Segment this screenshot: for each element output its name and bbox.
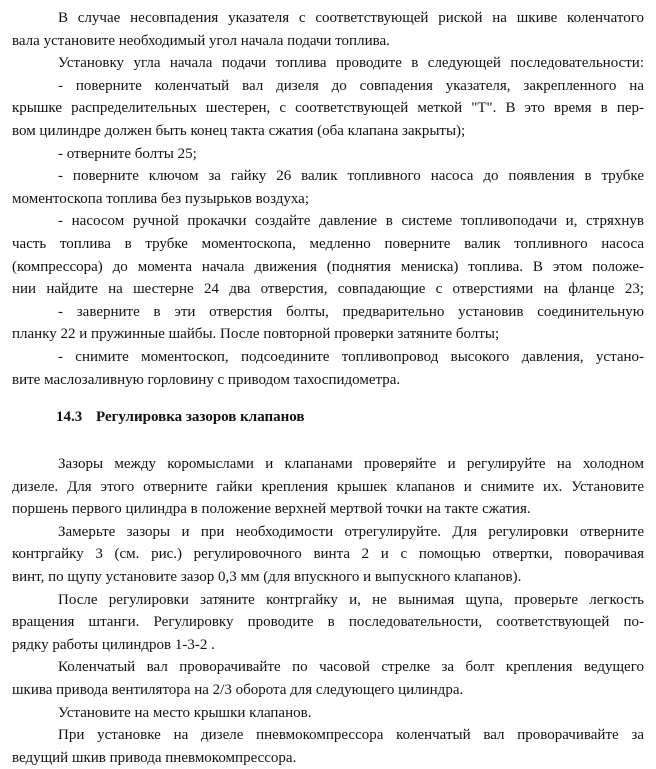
paragraph-line: винт, по щупу установите зазор 0,3 мм (для впускного и выпускного клапанов). bbox=[12, 568, 522, 585]
list-item-line: вом цилиндре должен быть конец такта сжатия (оба клапана закрыты); bbox=[12, 122, 466, 139]
list-item-line: - отверните болты 25; bbox=[58, 145, 197, 162]
paragraph-line: После регулировки затяните контргайку и, не вынимая щупа, проверьте легкость bbox=[58, 591, 644, 608]
paragraph-line: ведущий шкив привода пневмокомпрессора. bbox=[12, 749, 297, 766]
paragraph-line: контргайку 3 (см. рис.) регулировочного винта 2 и с помощью отвертки, поворачивая bbox=[12, 546, 644, 563]
paragraph-line: При установке на дизеле пневмокомпрессора коленчатый вал проворачивайте за bbox=[58, 727, 644, 744]
list-item-line: - насосом ручной прокачки создайте давление в системе топливоподачи и, стряхнув bbox=[58, 213, 644, 230]
list-item-line: моментоскопа топлива без пузырьков воздуха; bbox=[12, 190, 309, 207]
list-item-line: вите маслозаливную горловину с приводом тахоспидометра. bbox=[12, 371, 401, 388]
paragraph-line: вала установите необходимый угол начала подачи топлива. bbox=[12, 32, 390, 49]
paragraph-line: вращения штанги. Регулировку проводите в последовательности, соответствующей по- bbox=[12, 614, 644, 631]
paragraph-line: дизеле. Для этого отверните гайки крепления крышек клапанов и снимите их. Установите bbox=[12, 478, 644, 495]
list-item-line: - поверните коленчатый вал дизеля до совпадения указателя, закрепленного на bbox=[58, 77, 644, 94]
list-item-line: (компрессора) до момента начала движения (поднятия мениска) топлива. В этом положе- bbox=[12, 258, 644, 275]
paragraph-line: Коленчатый вал проворачивайте по часовой стрелке за болт крепления ведущего bbox=[58, 659, 644, 676]
paragraph-line: Зазоры между коромыслами и клапанами проверяйте и регулируйте на холодном bbox=[58, 456, 644, 472]
paragraph-line: шкива привода вентилятора на 2/3 оборота для следующего цилиндра. bbox=[12, 681, 464, 698]
paragraph-line: рядку работы цилиндров 1-3-2 . bbox=[12, 636, 215, 653]
list-item-line: - заверните в эти отверстия болты, предварительно установив соединительную bbox=[58, 303, 644, 320]
paragraph-line: Установку угла начала подачи топлива проводите в следующей последовательности: bbox=[58, 55, 644, 72]
paragraph-line: Замерьте зазоры и при необходимости отрегулируйте. Для регулировки отверните bbox=[58, 523, 644, 540]
list-item-line: нии найдите на шестерне 24 два отверстия, совпадающие с отверстиями на фланце 23; bbox=[12, 281, 644, 298]
paragraph-line: Установите на место крышки клапанов. bbox=[58, 704, 312, 721]
paragraph-line: В случае несовпадения указателя с соответствующей риской на шкиве коленчатого bbox=[58, 10, 644, 26]
section-number: 14.3 bbox=[56, 409, 83, 425]
list-item-line: - поверните ключом за гайку 26 валик топливного насоса до появления в трубке bbox=[58, 168, 644, 185]
list-item-line: - снимите моментоскоп, подсоедините топливопровод высокого давления, устано- bbox=[58, 348, 644, 365]
fuel-injection-section bbox=[12, 7, 644, 391]
section-title: Регулировка зазоров клапанов bbox=[96, 409, 305, 425]
list-item-line: крышке распределительных шестерен, с соответствующей меткой "Т". В это время в пер- bbox=[12, 100, 644, 117]
list-item-line: планку 22 и пружинные шайбы. После повторной проверки затяните болты; bbox=[12, 326, 500, 343]
valve-clearance-section bbox=[12, 453, 644, 769]
section-heading bbox=[56, 409, 305, 426]
list-item-line: часть топлива в трубке моментоскопа, медленно поверните валик топливного насоса bbox=[12, 235, 644, 252]
paragraph-line: поршень первого цилиндра в положение верхней мертвой точки на такте сжатия. bbox=[12, 501, 531, 518]
